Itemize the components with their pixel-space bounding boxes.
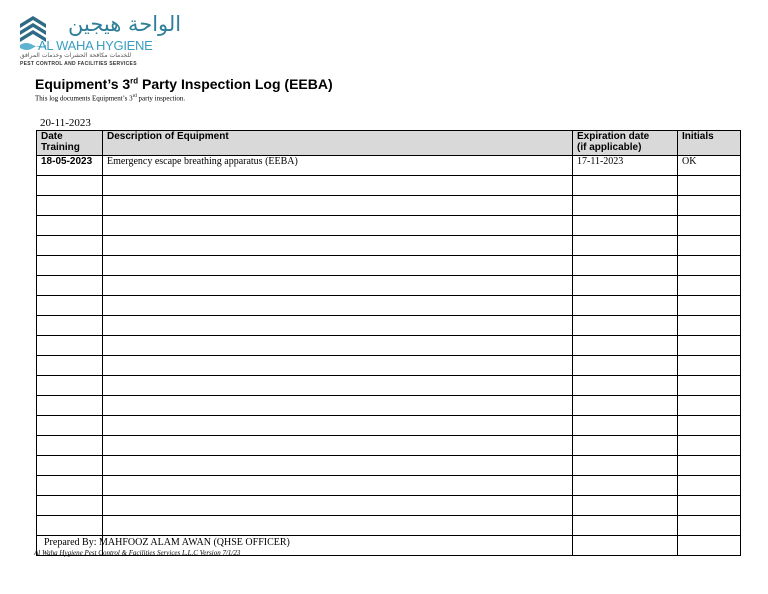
header-date-training bbox=[37, 131, 103, 156]
cell-expiration bbox=[573, 356, 678, 376]
cell-initials bbox=[678, 416, 741, 436]
title-superscript: rd bbox=[130, 76, 139, 86]
cell-description bbox=[103, 216, 573, 236]
cell-date bbox=[37, 456, 103, 476]
cell-expiration bbox=[573, 456, 678, 476]
cell-description bbox=[103, 436, 573, 456]
table-row-empty bbox=[37, 516, 741, 536]
cell-expiration bbox=[573, 256, 678, 276]
inspection-log-table bbox=[36, 130, 741, 556]
company-logo bbox=[16, 12, 182, 70]
cell-initials bbox=[678, 316, 741, 336]
cell-date bbox=[37, 176, 103, 196]
cell-description bbox=[103, 516, 573, 536]
cell-expiration bbox=[573, 336, 678, 356]
cell-initials bbox=[678, 456, 741, 476]
cell-date bbox=[37, 316, 103, 336]
cell-initials bbox=[678, 256, 741, 276]
cell-description bbox=[103, 416, 573, 436]
page-subtitle bbox=[35, 94, 185, 102]
cell-expiration bbox=[573, 516, 678, 536]
subtitle-text: This log documents Equipment’s 3 bbox=[35, 94, 133, 103]
table-row-empty bbox=[37, 476, 741, 496]
cell-date bbox=[37, 296, 103, 316]
table-row-empty bbox=[37, 296, 741, 316]
cell-expiration bbox=[573, 216, 678, 236]
cell-expiration bbox=[573, 176, 678, 196]
cell-initials bbox=[678, 276, 741, 296]
cell-initials: OK bbox=[678, 156, 741, 176]
cell-expiration bbox=[573, 296, 678, 316]
cell-description bbox=[103, 256, 573, 276]
cell-date bbox=[37, 396, 103, 416]
cell-description bbox=[103, 316, 573, 336]
header-initials: Initials bbox=[678, 131, 741, 156]
logo-arabic-name: الواحة هيجين bbox=[68, 12, 182, 36]
cell-expiration bbox=[573, 416, 678, 436]
table-row-empty bbox=[37, 176, 741, 196]
cell-date bbox=[37, 336, 103, 356]
logo-subtitle: PEST CONTROL AND FACILITIES SERVICES bbox=[20, 61, 137, 67]
table-header-row bbox=[37, 131, 741, 156]
cell-date bbox=[37, 256, 103, 276]
cell-date bbox=[37, 376, 103, 396]
cell-initials bbox=[678, 396, 741, 416]
cell-description bbox=[103, 236, 573, 256]
cell-expiration bbox=[573, 236, 678, 256]
cell-expiration bbox=[573, 476, 678, 496]
table-row-empty bbox=[37, 416, 741, 436]
cell-description bbox=[103, 196, 573, 216]
cell-date bbox=[37, 276, 103, 296]
table-row-empty bbox=[37, 376, 741, 396]
cell-description bbox=[103, 476, 573, 496]
cell-expiration bbox=[573, 396, 678, 416]
cell-description bbox=[103, 296, 573, 316]
logo-english-name: AL WAHA HYGIENE bbox=[38, 38, 153, 53]
cell-date: 18-05-2023 bbox=[37, 156, 103, 176]
cell-description: Emergency escape breathing apparatus (EEBA) bbox=[103, 156, 573, 176]
cell-description bbox=[103, 356, 573, 376]
cell-date bbox=[37, 216, 103, 236]
table-row bbox=[37, 156, 741, 176]
table-row-empty bbox=[37, 316, 741, 336]
cell-description bbox=[103, 396, 573, 416]
log-date: 20-11-2023 bbox=[40, 117, 91, 129]
table-row-empty bbox=[37, 356, 741, 376]
cell-expiration bbox=[573, 376, 678, 396]
header-expiration bbox=[573, 131, 678, 156]
table-row-empty bbox=[37, 496, 741, 516]
cell-date bbox=[37, 436, 103, 456]
cell-description bbox=[103, 376, 573, 396]
subtitle-superscript: rd bbox=[132, 94, 137, 99]
cell-expiration bbox=[573, 276, 678, 296]
header-if-applicable-label: (if applicable) bbox=[577, 142, 642, 153]
header-expiration-label: Expiration date bbox=[577, 131, 650, 142]
prepared-by: Prepared By: MAHFOOZ ALAM AWAN (QHSE OFFICER) bbox=[44, 537, 290, 548]
cell-date bbox=[37, 496, 103, 516]
cell-initials bbox=[678, 496, 741, 516]
cell-description bbox=[103, 276, 573, 296]
cell-date bbox=[37, 236, 103, 256]
cell-expiration bbox=[573, 196, 678, 216]
title-text-rest: Party Inspection Log (EEBA) bbox=[138, 76, 333, 92]
cell-date bbox=[37, 356, 103, 376]
cell-initials bbox=[678, 216, 741, 236]
cell-expiration bbox=[573, 536, 678, 556]
table-row-empty bbox=[37, 236, 741, 256]
cell-description bbox=[103, 176, 573, 196]
table-row-empty bbox=[37, 196, 741, 216]
cell-date bbox=[37, 516, 103, 536]
cell-initials bbox=[678, 536, 741, 556]
table-row-empty bbox=[37, 396, 741, 416]
cell-description bbox=[103, 456, 573, 476]
cell-expiration bbox=[573, 436, 678, 456]
cell-description bbox=[103, 336, 573, 356]
table-row-empty bbox=[37, 436, 741, 456]
table-row-empty bbox=[37, 336, 741, 356]
table-row-empty bbox=[37, 216, 741, 236]
logo-arabic-subtitle: للخدمات مكافحة الحشرات وخدمات المرافق bbox=[20, 52, 132, 59]
page-title bbox=[35, 76, 333, 92]
cell-initials bbox=[678, 236, 741, 256]
cell-expiration: 17-11-2023 bbox=[573, 156, 678, 176]
cell-initials bbox=[678, 516, 741, 536]
header-date-label: Date bbox=[41, 131, 63, 142]
cell-date bbox=[37, 476, 103, 496]
cell-description bbox=[103, 496, 573, 516]
cell-initials bbox=[678, 296, 741, 316]
header-description: Description of Equipment bbox=[103, 131, 573, 156]
table-row-empty bbox=[37, 256, 741, 276]
cell-date bbox=[37, 416, 103, 436]
cell-initials bbox=[678, 356, 741, 376]
cell-date bbox=[37, 196, 103, 216]
cell-initials bbox=[678, 476, 741, 496]
table-row-empty bbox=[37, 456, 741, 476]
cell-initials bbox=[678, 176, 741, 196]
footer-company-version: Al Waha Hygiene Pest Control & Facilities Services L.L.C Version 7/1/23 bbox=[34, 549, 241, 557]
table-row-empty bbox=[37, 276, 741, 296]
title-text: Equipment’s 3 bbox=[35, 76, 131, 92]
cell-expiration bbox=[573, 316, 678, 336]
cell-expiration bbox=[573, 496, 678, 516]
subtitle-text-rest: party inspection. bbox=[136, 94, 186, 103]
header-training-label: Training bbox=[41, 142, 80, 153]
cell-initials bbox=[678, 436, 741, 456]
cell-initials bbox=[678, 376, 741, 396]
cell-initials bbox=[678, 196, 741, 216]
cell-initials bbox=[678, 336, 741, 356]
